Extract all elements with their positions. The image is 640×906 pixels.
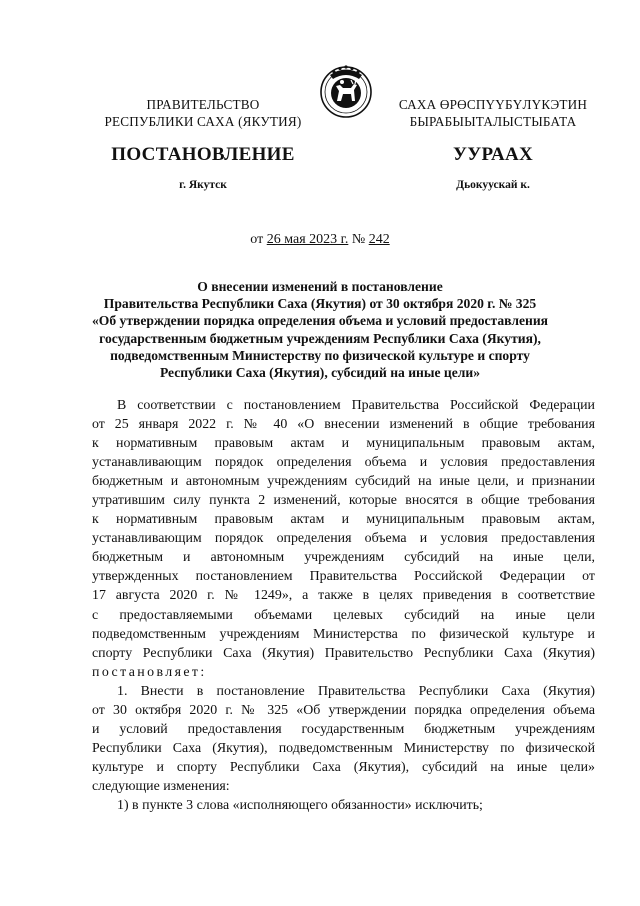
body-line: к нормативным правовым актам и муниципальным правовым актам,: [92, 512, 595, 528]
document-body: [92, 396, 595, 815]
city-right: Дьокуускай к.: [456, 179, 530, 191]
header-left-line-1: ПРАВИТЕЛЬСТВО: [146, 97, 260, 112]
header-left-government: [88, 96, 318, 130]
header-right-government: [378, 96, 608, 130]
body-line: спорту Республики Саха (Якутия) Правительство Республики Саха (Якутия): [92, 645, 595, 661]
body-line: Республики Саха (Якутия), подведомственным Министерству по физической: [92, 740, 595, 756]
date-prefix: от: [250, 232, 264, 247]
body-line: подведомственным учреждениям Министерства по физической культуре и: [92, 626, 595, 642]
body-line: 1. Внести в постановление Правительства Республики Саха (Якутия): [117, 683, 595, 699]
body-line: утвержденных постановлением Правительства Российской Федерации от: [92, 569, 595, 585]
title-line: Правительства Республики Саха (Якутия) от 30 октября 2020 г. № 325: [103, 296, 537, 312]
body-line: с предоставляемыми объемами целевых субсидий на иные цели: [92, 607, 595, 623]
header-left-line-2: РЕСПУБЛИКИ САХА (ЯКУТИЯ): [104, 114, 302, 129]
number-value: 242: [368, 232, 390, 247]
body-line: 17 августа 2020 г. № 1249», а также в целях приведения в соответствие: [92, 588, 595, 604]
body-line: культуре и спорту Республики Саха (Якутия), субсидий на иные цели»: [92, 759, 595, 775]
date-value: 26 мая 2023 г.: [266, 232, 349, 247]
body-line: 1) в пункте 3 слова «исполняющего обязанности» исключить;: [117, 797, 483, 813]
doc-type-right: УУРААХ: [452, 144, 534, 165]
body-line: бюджетным и автономным учреждениям субсидий на иные цели, и признании: [92, 474, 595, 490]
body-line: к нормативным правовым актам и муниципальным правовым актам,: [92, 436, 595, 452]
doc-type-left: ПОСТАНОВЛЕНИЕ: [111, 144, 295, 165]
republic-emblem-icon: [318, 60, 374, 120]
body-line-resolves: постановляет:: [92, 664, 207, 680]
body-line: утратившим силу пункта 2 изменений, которые вносятся в общие требования: [92, 493, 595, 509]
title-line: Республики Саха (Якутия), субсидий на иные цели»: [159, 365, 481, 381]
body-line: В соответствии с постановлением Правительства Российской Федерации: [117, 398, 595, 413]
header-right-line-1: САХА ӨРӨСПҮҮБҮЛҮКЭТИН: [398, 97, 588, 112]
body-line: от 30 октября 2020 г. № 325 «Об утверждении порядка определения объема: [92, 702, 595, 718]
document-title: [60, 278, 580, 381]
title-line: подведомственным Министерству по физической культуре и спорту: [110, 347, 530, 363]
title-line: «Об утверждении порядка определения объема и условий предоставления: [91, 313, 549, 329]
body-line: устанавливающим порядок определения объема и условия предоставления: [92, 455, 595, 471]
body-line: устанавливающим порядок определения объема и условия предоставления: [92, 531, 595, 547]
date-number-line: [0, 232, 640, 248]
body-line: бюджетным и автономным учреждениям субсидий на иные цели,: [92, 550, 595, 566]
title-line: государственным бюджетным учреждениям Республики Саха (Якутия),: [99, 330, 541, 346]
body-line: следующие изменения:: [92, 778, 230, 794]
city-left: г. Якутск: [179, 179, 227, 191]
number-sign: №: [351, 232, 366, 247]
body-line: и условий предоставления государственным бюджетным учреждениям: [92, 721, 595, 737]
header-right-line-2: БЫРАБЫЫТАЛЫСТЫБАТА: [409, 114, 577, 129]
title-line: О внесении изменений в постановление: [197, 279, 443, 294]
body-line: от 25 января 2022 г. № 40 «О внесении изменений в общие требования: [92, 417, 595, 433]
